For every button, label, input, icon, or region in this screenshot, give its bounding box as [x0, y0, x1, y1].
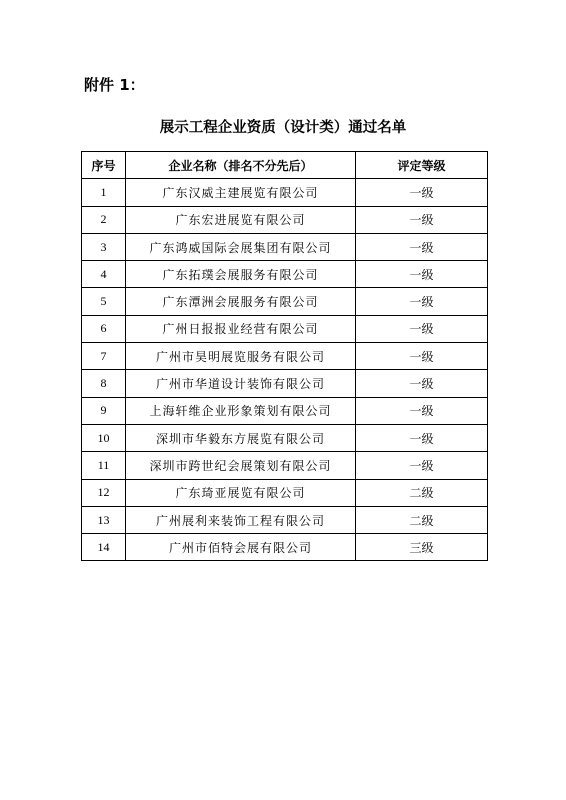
row-grade: 一级	[356, 452, 488, 479]
row-company-name: 广州市华道设计装饰有限公司	[126, 370, 356, 397]
row-no: 13	[82, 506, 126, 533]
row-no: 8	[82, 370, 126, 397]
row-grade: 一级	[356, 206, 488, 233]
row-company-name: 广东鸿威国际会展集团有限公司	[126, 233, 356, 260]
row-grade: 三级	[356, 534, 488, 561]
table-row	[82, 261, 488, 288]
row-company-name: 广东宏进展览有限公司	[126, 206, 356, 233]
row-no: 10	[82, 424, 126, 451]
row-grade: 一级	[356, 370, 488, 397]
row-company-name: 广州展利来装饰工程有限公司	[126, 506, 356, 533]
attachment-label: 附件 1：	[84, 76, 145, 94]
table-row	[82, 343, 488, 370]
results-table	[81, 151, 488, 561]
row-grade: 一级	[356, 397, 488, 424]
row-grade: 二级	[356, 479, 488, 506]
table-row	[82, 424, 488, 451]
row-company-name: 广东琦亚展览有限公司	[126, 479, 356, 506]
header-company-name: 企业名称（排名不分先后）	[126, 152, 356, 179]
row-company-name: 广东拓璞会展服务有限公司	[126, 261, 356, 288]
row-no: 12	[82, 479, 126, 506]
row-company-name: 广州日报报业经营有限公司	[126, 315, 356, 342]
row-grade: 一级	[356, 315, 488, 342]
row-grade: 二级	[356, 506, 488, 533]
row-company-name: 广东汉威主建展览有限公司	[126, 179, 356, 206]
row-company-name: 广东潭洲会展服务有限公司	[126, 288, 356, 315]
table-row	[82, 506, 488, 533]
row-company-name: 广州市佰特会展有限公司	[126, 534, 356, 561]
row-no: 9	[82, 397, 126, 424]
table-row	[82, 179, 488, 206]
row-company-name: 深圳市华毅东方展览有限公司	[126, 424, 356, 451]
row-no: 7	[82, 343, 126, 370]
row-no: 14	[82, 534, 126, 561]
row-no: 5	[82, 288, 126, 315]
row-grade: 一级	[356, 424, 488, 451]
document-title: 展示工程企业资质（设计类）通过名单	[159, 120, 407, 136]
row-grade: 一级	[356, 179, 488, 206]
row-grade: 一级	[356, 233, 488, 260]
row-company-name: 上海轩维企业形象策划有限公司	[126, 397, 356, 424]
row-company-name: 深圳市跨世纪会展策划有限公司	[126, 452, 356, 479]
row-no: 3	[82, 233, 126, 260]
row-grade: 一级	[356, 288, 488, 315]
table-row	[82, 288, 488, 315]
table-row	[82, 370, 488, 397]
header-grade: 评定等级	[356, 152, 488, 179]
table-row	[82, 479, 488, 506]
table-row	[82, 534, 488, 561]
row-grade: 一级	[356, 343, 488, 370]
table-row	[82, 206, 488, 233]
table-row	[82, 233, 488, 260]
row-no: 6	[82, 315, 126, 342]
row-no: 1	[82, 179, 126, 206]
header-no: 序号	[82, 152, 126, 179]
table-row	[82, 397, 488, 424]
table-header-row	[82, 152, 488, 179]
row-no: 4	[82, 261, 126, 288]
row-company-name: 广州市昊明展览服务有限公司	[126, 343, 356, 370]
table-row	[82, 315, 488, 342]
table-row	[82, 452, 488, 479]
row-grade: 一级	[356, 261, 488, 288]
row-no: 11	[82, 452, 126, 479]
row-no: 2	[82, 206, 126, 233]
